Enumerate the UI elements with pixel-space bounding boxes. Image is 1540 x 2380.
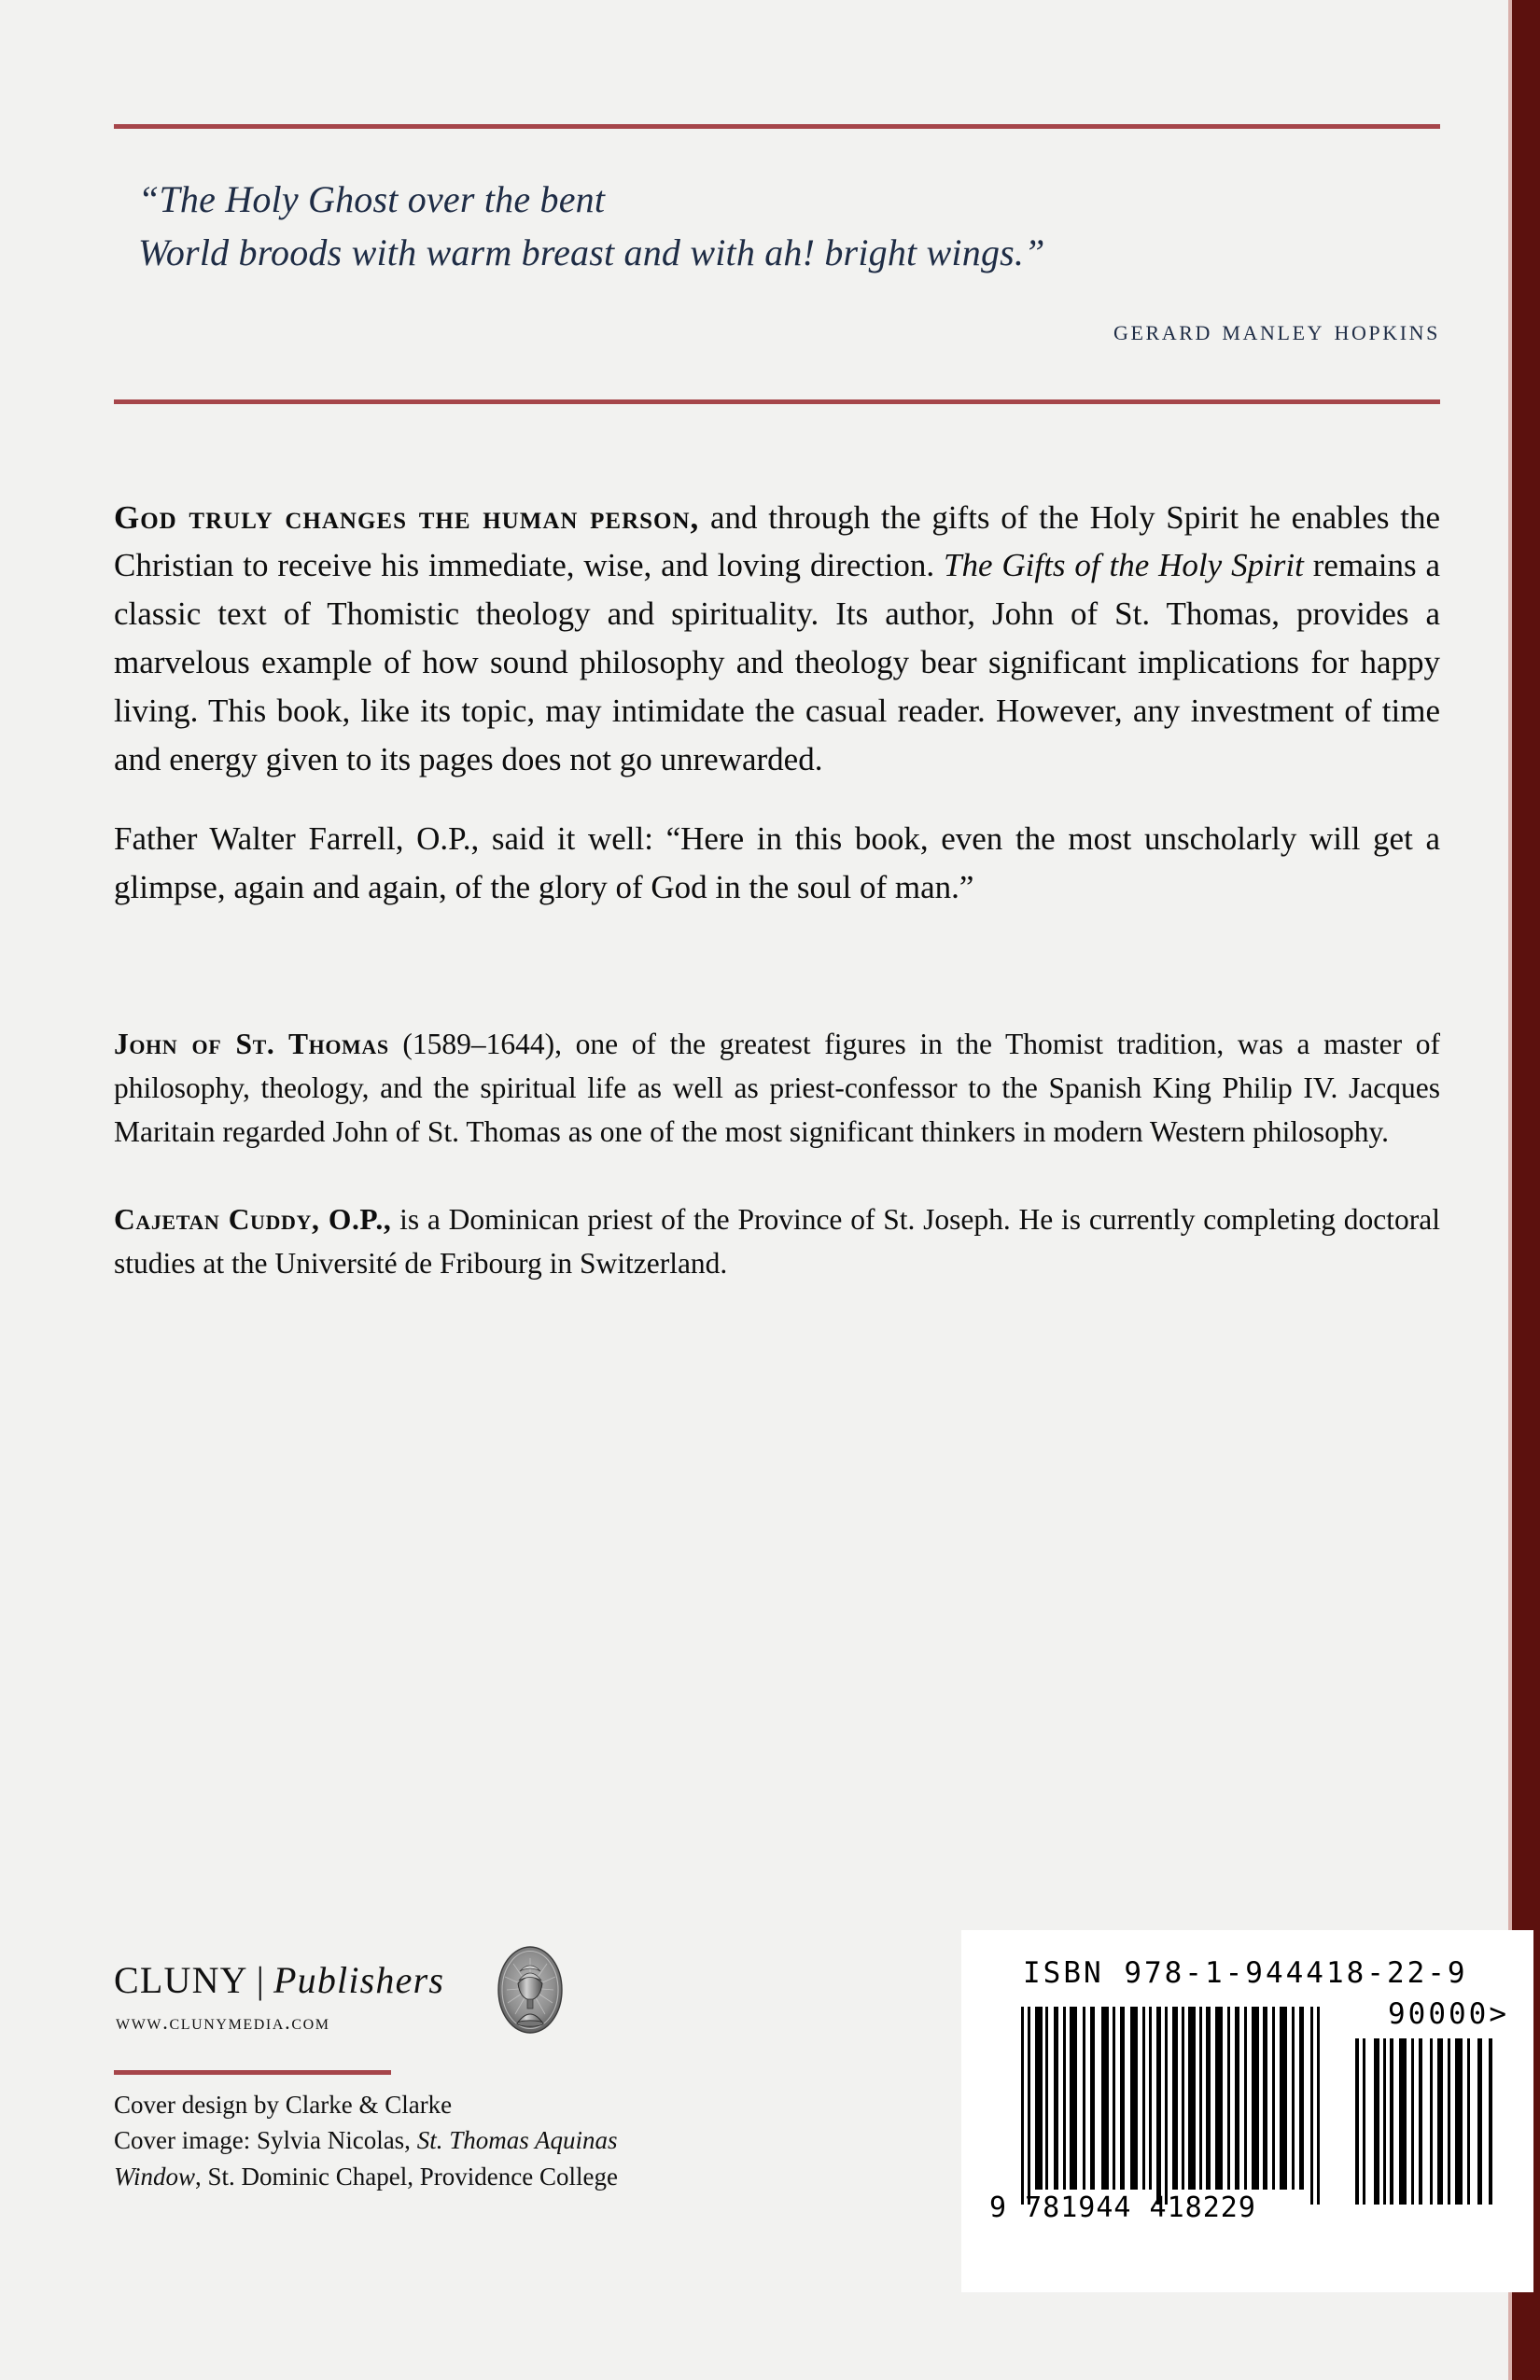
bio-john-of-st-thomas: [114, 1022, 1440, 1155]
epigraph-line-1: “The Holy Ghost over the bent: [138, 178, 606, 220]
publisher-url: www.clunymedia.com: [116, 2010, 330, 2034]
credit-image-prefix: Cover image: Sylvia Nicolas,: [114, 2126, 417, 2155]
description-lead-in: God truly changes the human person,: [114, 498, 700, 536]
description-p1-part2: remains a classic text of Thomistic theology and spirituality. Its author, John of St. Thomas, provides a marvelous example of how sound philosophy and theology bear significant implications for happy living. This book, like its topic, may intimidate the casual reader. However, any investment of time and energy given to its pages does not go unrewarded.: [114, 547, 1440, 777]
chalice-medallion-icon: [497, 1945, 564, 2035]
epigraph-block: [114, 174, 1440, 347]
credit-location-rest: , St. Dominic Chapel, Providence College: [195, 2162, 618, 2191]
bio-cajetan-cuddy: [114, 1197, 1440, 1286]
publisher-divider-rule: [114, 2070, 391, 2075]
bio-text-cajetan-cuddy: is a Dominican priest of the Province of St. Joseph. He is currently completing doctoral studies at the Université de Fribourg in Switzerland.: [114, 1202, 1440, 1280]
credit-line-location: [114, 2159, 637, 2194]
bio-text-john-of-st-thomas: (1589–1644), one of the greatest figures in the Thomist tradition, was a master of philosophy, theology, and the spiritual life as well as priest-confessor to the Spanish King Philip IV. Jacques Maritain regarded John of St. Thomas as one of the most significant thinkers in modern Western philosophy.: [114, 1027, 1440, 1149]
top-divider-rule: [114, 124, 1440, 129]
publisher-wordmark: [114, 1958, 444, 2002]
bio-name-john-of-st-thomas: John of St. Thomas: [114, 1027, 389, 1060]
credit-image-title: St. Thomas Aquinas: [416, 2126, 618, 2155]
cover-footer: [114, 1930, 1509, 2322]
cover-content: [114, 0, 1509, 2380]
publisher-block: [114, 1930, 618, 2191]
epigraph-attribution: gerard manley hopkins: [1113, 313, 1440, 346]
publisher-separator: |: [256, 1959, 265, 2001]
publisher-suffix: Publishers: [273, 1959, 445, 2001]
ean13-barcode-icon: [1019, 2007, 1327, 2205]
bio-name-cajetan-cuddy: Cajetan Cuddy, O.P.,: [114, 1202, 392, 1236]
credit-line-image: [114, 2122, 637, 2158]
epigraph-line-2: World broods with warm breast and with ah! bright wings.”: [138, 231, 1045, 273]
bios-block: [114, 1022, 1440, 1285]
publisher-logo-row: [114, 1930, 553, 2070]
isbn-label: ISBN 978-1-944418-22-9: [1023, 1956, 1468, 1990]
description-p1-part1: and through the gifts of the Holy Spirit he enables the Christian to receive his immediate, wise, and loving direction.: [114, 498, 1440, 584]
description-paragraph-2: Father Walter Farrell, O.P., said it well: “Here in this book, even the most unscholarly will get a glimpse, again and again, of the glory of God in the soul of man.”: [114, 820, 1440, 906]
isbn-barcode-block: [961, 1930, 1533, 2292]
ean13-digits: 9 781944 418229: [989, 2191, 1256, 2224]
bottom-divider-rule: [114, 399, 1440, 404]
description-paragraph-1: [114, 494, 1440, 784]
cover-credits: [114, 2087, 637, 2194]
ean5-addon-barcode-icon: [1353, 2038, 1503, 2205]
credit-line-design: Cover design by Clarke & Clarke: [114, 2091, 453, 2119]
book-title-italic: The Gifts of the Holy Spirit: [944, 547, 1304, 584]
publisher-name: CLUNY: [114, 1959, 248, 2001]
price-code-label: 90000>: [1388, 1997, 1509, 2031]
description-block: [114, 494, 1440, 912]
credit-window-title: Window: [114, 2162, 196, 2191]
